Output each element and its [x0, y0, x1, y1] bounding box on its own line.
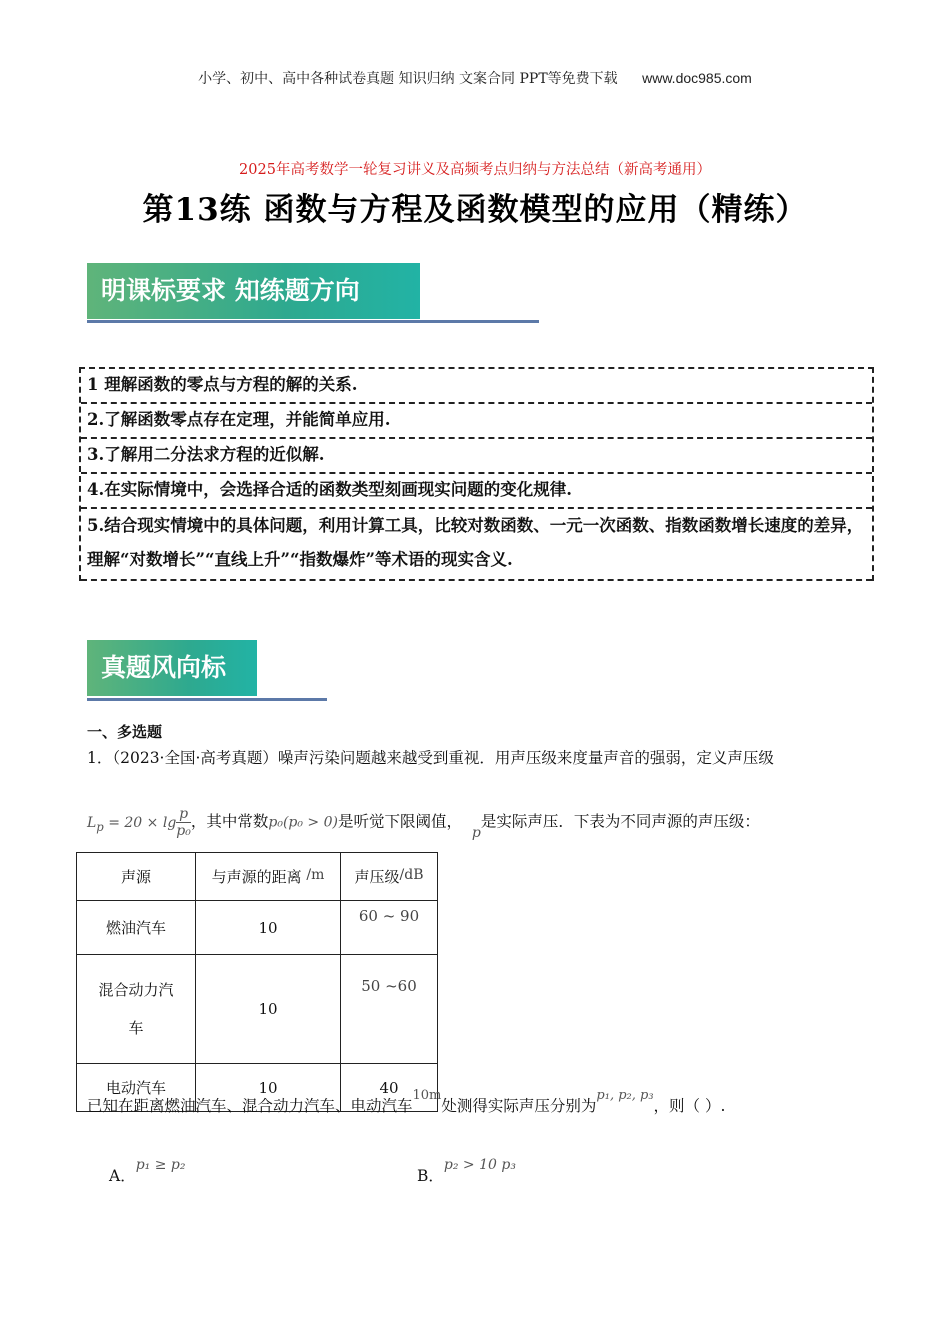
requirement-item: 1 理解函数的零点与方程的解的关系. — [81, 369, 872, 404]
site-header — [0, 68, 950, 88]
section-banner-exam-trends: 真题风向标 — [87, 640, 257, 696]
table-cell: 燃油汽车 — [77, 901, 196, 955]
table-header-cell: 声源 — [77, 853, 196, 901]
table-cell: 10 — [196, 1064, 341, 1112]
question-text-line: $L_p = 20 \times \lg$ $\frac{p}{\text{p₀}}$ ，其中常数p₀(p₀ > 0)是听觉下限阈值， p是实际声压．下表为不同声源的声压级： — [87, 806, 760, 841]
table-cell: 10 — [196, 901, 341, 955]
table-cell: 电动汽车 — [77, 1064, 196, 1112]
question-text-line: 已知在距离燃油汽车、混合动力汽车、电动汽车$^{10m}$处测得实际声压分别为$^{p_1, p_2, p_3}$，则（ ）. — [87, 1088, 726, 1115]
table-cell: 50 ~60 — [341, 955, 438, 1064]
banner-underline — [87, 320, 539, 323]
site-header-text: 小学、初中、高中各种试卷真题 知识归纳 文案合同 PPT等免费下载 — [198, 71, 618, 87]
requirement-item: 2.了解函数零点存在定理，并能简单应用. — [81, 404, 872, 439]
table-header-cell: 声压级/dB — [341, 853, 438, 901]
formula-fraction: $\frac{p}{\text{p₀}}$ — [176, 806, 191, 839]
answer-option-a[interactable]: A．p₁ ≥ p₂ — [109, 1157, 186, 1185]
formula-constant: p₀(p₀ > 0) — [268, 814, 338, 831]
table-row — [77, 955, 438, 1064]
section-banner-requirements: 明课标要求 知练题方向 — [87, 263, 420, 319]
document-subtitle: 2025年高考数学一轮复习讲义及高频考点归纳与方法总结（新高考通用） — [239, 162, 711, 178]
requirements-box — [79, 367, 874, 581]
site-url-link[interactable]: www.doc985.com — [642, 70, 752, 86]
requirement-item: 5.结合现实情境中的具体问题，利用计算工具，比较对数函数、一元一次函数、指数函数增长速度的差异，理解“对数增长”“直线上升”“指数爆炸”等术语的现实含义. — [81, 509, 872, 581]
question-type-heading: 一、多选题 — [87, 723, 163, 741]
sound-level-table — [76, 852, 438, 1112]
table-cell: 40 — [341, 1064, 438, 1112]
answer-option-b[interactable]: B．p₂ > 10 p₃ — [417, 1157, 516, 1185]
table-header-cell: 与声源的距离 /m — [196, 853, 341, 901]
banner-underline — [87, 698, 327, 701]
formula-variable: p — [471, 824, 481, 841]
table-cell: 10 — [196, 955, 341, 1064]
requirement-item: 3.了解用二分法求方程的近似解. — [81, 439, 872, 474]
page-title: 第13练 函数与方程及函数模型的应用（精练） — [142, 192, 808, 228]
question-text-line: 1．（2023·全国·高考真题）噪声污染问题越来越受到重视．用声压级来度量声音的强弱，定义声压级 — [87, 749, 774, 767]
requirement-item: 4.在实际情境中，会选择合适的函数类型刻画现实问题的变化规律. — [81, 474, 872, 509]
table-cell: 60 ~ 90 — [341, 901, 438, 955]
table-header-row — [77, 853, 438, 901]
formula-spl: $L_p = 20 \times \lg$ $\frac{p}{\text{p₀}}$ — [87, 806, 191, 839]
table-cell: 混合动力汽车 — [77, 955, 196, 1064]
table-row — [77, 901, 438, 955]
